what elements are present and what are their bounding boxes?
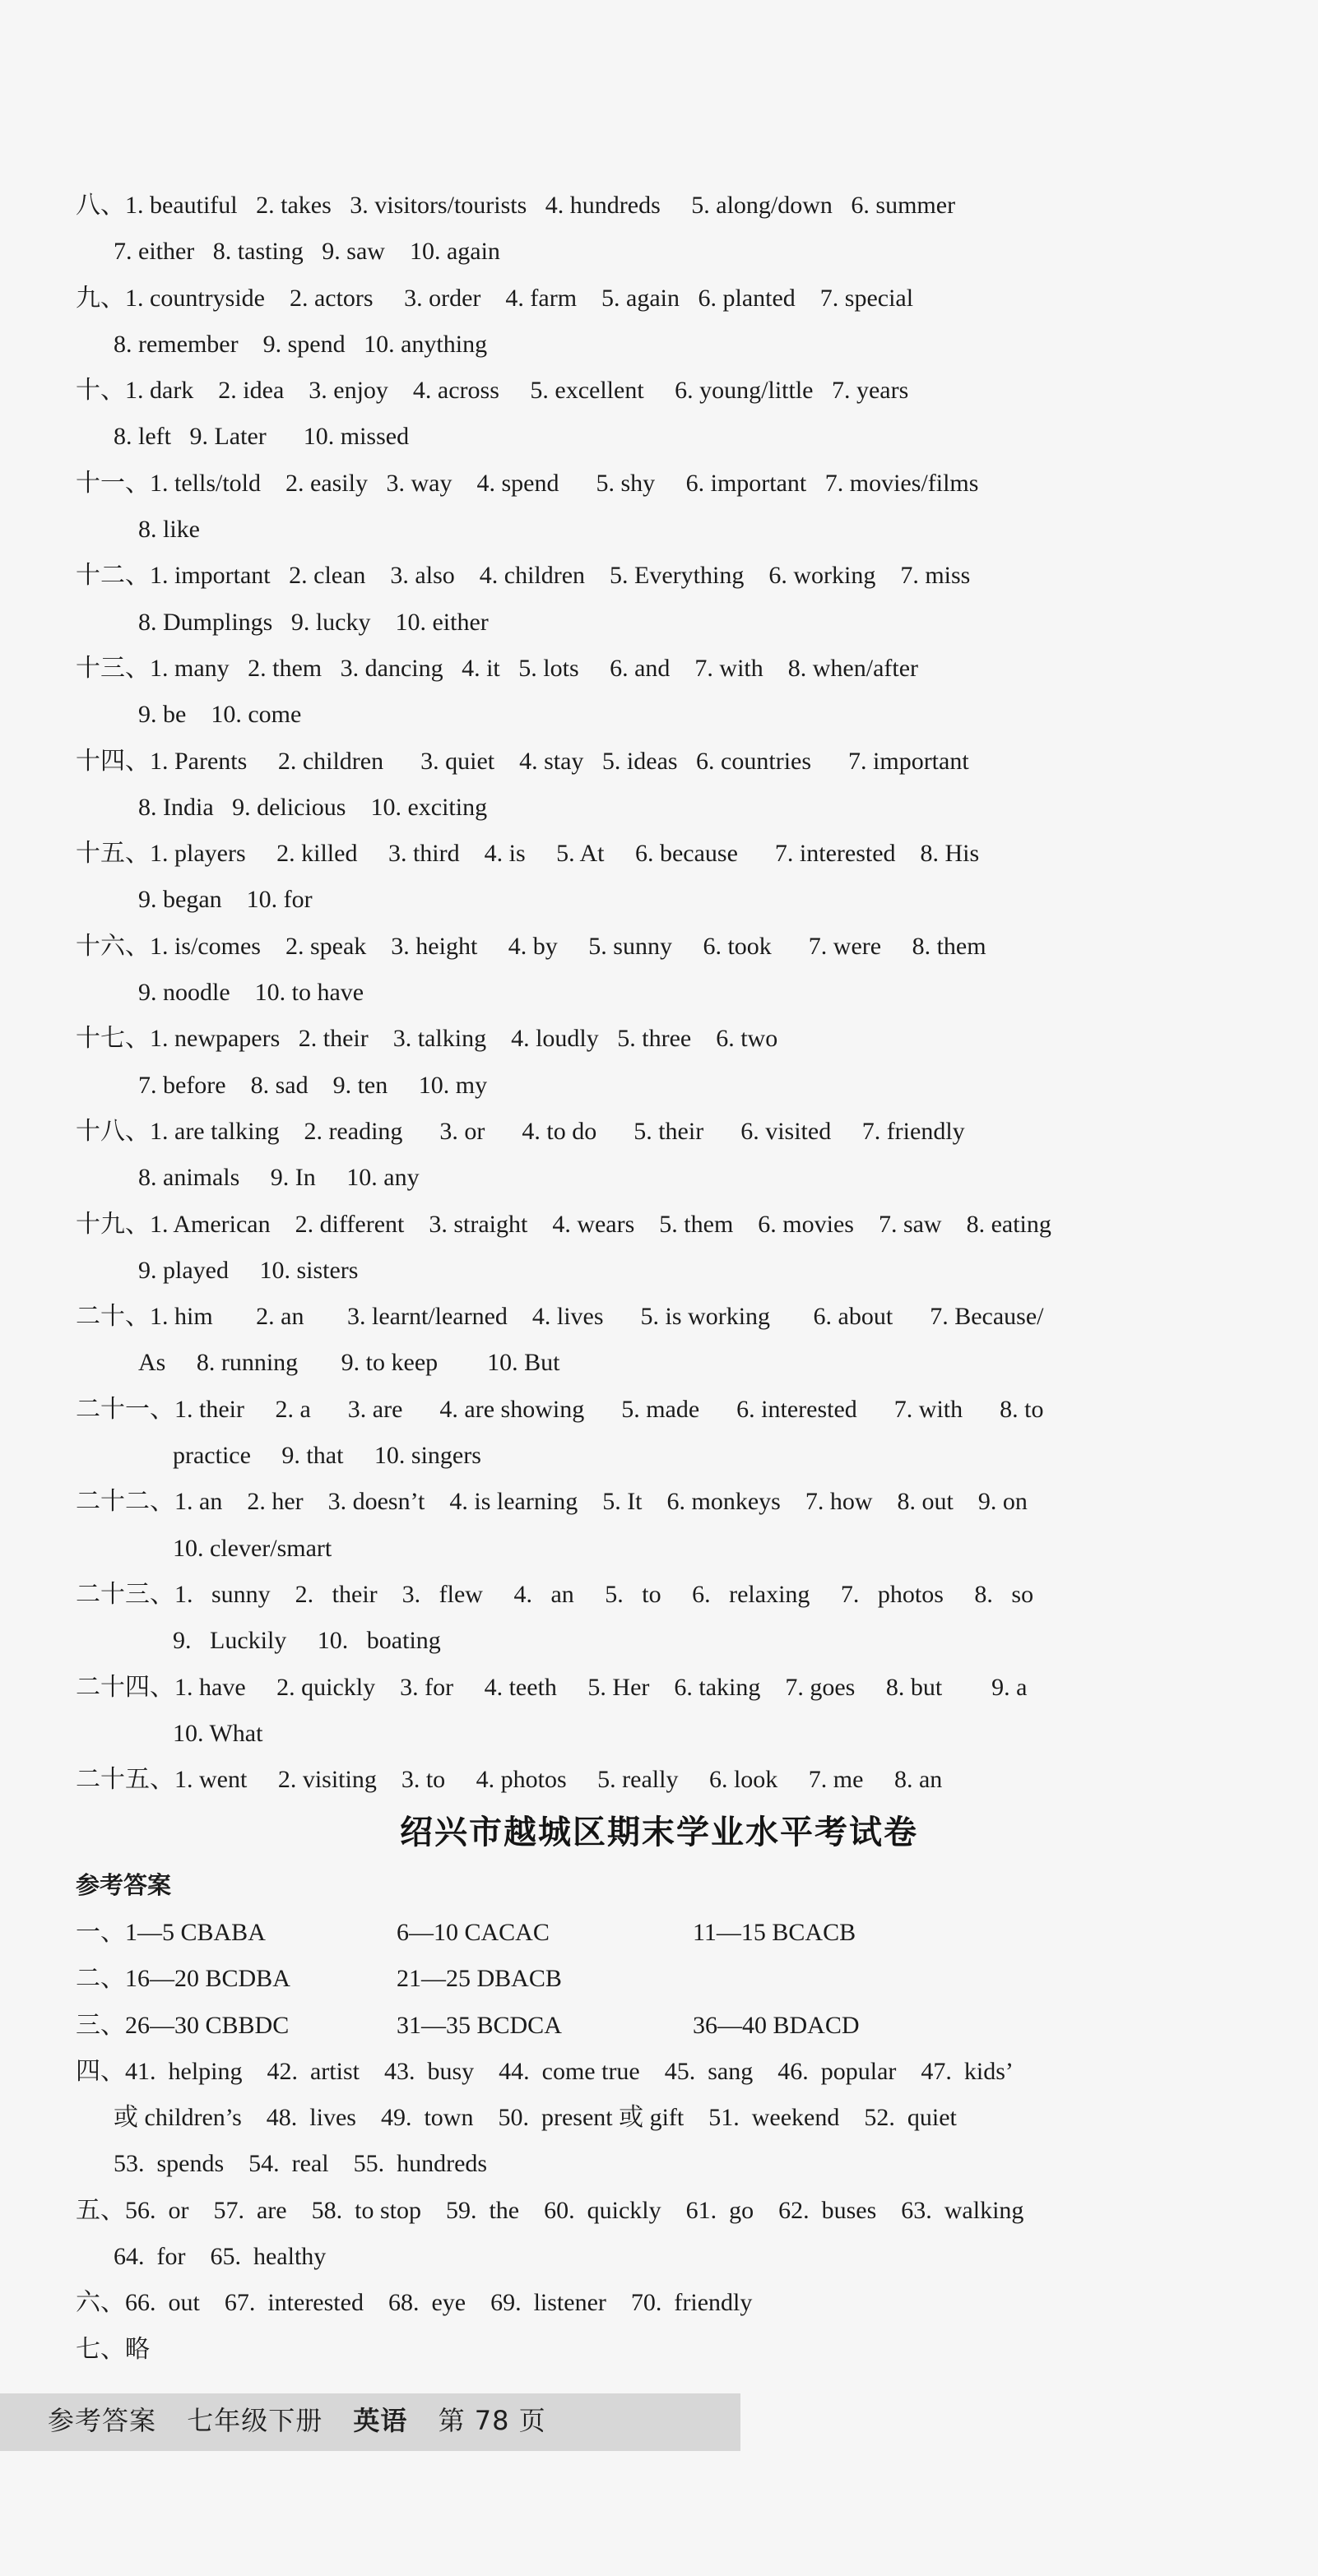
answer-line <box>76 646 1269 692</box>
footer-grade: 七年级下册 <box>187 2405 323 2436</box>
question-number: 二十一、 <box>76 1395 174 1423</box>
question-number: 十四、 <box>76 747 150 775</box>
answer-line <box>76 2003 1269 2049</box>
answer-line <box>76 970 1269 1016</box>
answer-line <box>76 924 1269 970</box>
answer-line <box>76 2234 1269 2280</box>
answer-line <box>76 1340 1269 1386</box>
question-number: 二十三、 <box>76 1580 174 1608</box>
answer-text: 1. many 2. them 3. dancing 4. it 5. lots 6. and 7. with 8. when/after <box>150 654 919 682</box>
answer-text: 1. is/comes 2. speak 3. height 4. by 5. sunny 6. took 7. were 8. them <box>150 932 986 960</box>
choice-group: 6—10 CACAC <box>397 1919 550 1946</box>
question-number: 十三、 <box>76 654 150 682</box>
answer-text: 10. clever/smart <box>173 1534 332 1562</box>
answer-text: 1. him 2. an 3. learnt/learned 4. lives 5. is working 6. about 7. Because/ <box>150 1303 1044 1331</box>
answers-block-b <box>76 1910 1269 2373</box>
answer-text: 1. are talking 2. reading 3. or 4. to do 5. their 6. visited 7. friendly <box>150 1117 965 1145</box>
question-number: 一、 <box>76 1919 125 1946</box>
answer-text: practice 9. that 10. singers <box>173 1442 481 1470</box>
answer-text: 1. American 2. different 3. straight 4. wears 5. them 6. movies 7. saw 8. eating <box>150 1210 1051 1238</box>
answer-text: 1. have 2. quickly 3. for 4. teeth 5. Her 6. taking 7. goes 8. but 9. a <box>174 1673 1028 1701</box>
question-number: 二、 <box>76 1965 125 1993</box>
answer-line <box>76 2327 1269 2373</box>
answer-line <box>76 1248 1269 1294</box>
answer-line <box>76 1479 1269 1525</box>
choice-group: 1—5 CBABA <box>125 1919 266 1946</box>
question-number: 十九、 <box>76 1210 150 1238</box>
answer-text: 1. newpapers 2. their 3. talking 4. loudly 5. three 6. two <box>150 1025 778 1053</box>
answer-text: 1. their 2. a 3. are 4. are showing 5. made 6. interested 7. with 8. to <box>174 1395 1044 1423</box>
question-number: 十、 <box>76 377 125 405</box>
answer-line <box>76 1910 1269 1956</box>
answer-text: 1. an 2. her 3. doesn’t 4. is learning 5. It 6. monkeys 7. how 8. out 9. on <box>174 1488 1028 1516</box>
answer-text: 8. animals 9. In 10. any <box>138 1164 420 1192</box>
question-number: 二十二、 <box>76 1488 174 1516</box>
answer-line <box>76 1433 1269 1479</box>
answer-text: 1. players 2. killed 3. third 4. is 5. At 6. because 7. interested 8. His <box>150 840 980 868</box>
question-number: 九、 <box>76 284 125 312</box>
answer-line <box>76 1016 1269 1062</box>
answer-text: 9. be 10. come <box>138 701 302 729</box>
answer-line <box>76 1202 1269 1248</box>
answer-text: 9. began 10. for <box>138 886 313 914</box>
question-number: 二十五、 <box>76 1766 174 1794</box>
question-number: 十二、 <box>76 562 150 590</box>
answer-line <box>76 600 1269 646</box>
answer-line <box>76 739 1269 785</box>
choice-group: 21—25 DBACB <box>397 1965 562 1993</box>
answer-line <box>76 1757 1269 1803</box>
answer-line <box>76 1387 1269 1433</box>
question-number: 三、 <box>76 2011 125 2039</box>
answer-line <box>76 368 1269 414</box>
question-number: 五、 <box>76 2196 125 2224</box>
choice-group: 16—20 BCDBA <box>125 1965 290 1993</box>
answer-text: 9. Luckily 10. boating <box>173 1627 441 1655</box>
answer-line <box>76 183 1269 229</box>
answer-line <box>76 1665 1269 1711</box>
answer-text: 53. spends 54. real 55. hundreds <box>114 2150 488 2178</box>
answer-text: 10. What <box>173 1719 263 1747</box>
answer-text: 8. Dumplings 9. lucky 10. either <box>138 608 489 636</box>
answer-text: 9. played 10. sisters <box>138 1256 359 1284</box>
question-number: 二十四、 <box>76 1673 174 1701</box>
answers-block-a <box>76 183 1269 1803</box>
question-number: 二十、 <box>76 1303 150 1331</box>
choice-group: 31—35 BCDCA <box>397 2011 562 2039</box>
answer-line <box>76 507 1269 553</box>
answer-line <box>76 2280 1269 2326</box>
answer-line <box>76 276 1269 322</box>
answer-text: 56. or 57. are 58. to stop 59. the 60. quickly 61. go 62. buses 63. walking <box>125 2196 1024 2224</box>
answer-text: 7. before 8. sad 9. ten 10. my <box>138 1071 488 1099</box>
answer-line <box>76 322 1269 368</box>
answer-text: 略 <box>125 2335 150 2363</box>
question-number: 十七、 <box>76 1025 150 1053</box>
answer-line <box>76 692 1269 738</box>
answer-text: 1. important 2. clean 3. also 4. children 5. Everything 6. working 7. miss <box>150 562 971 590</box>
answer-line <box>76 1618 1269 1664</box>
answer-line <box>76 229 1269 275</box>
footer-page: 第 78 页 <box>438 2405 546 2436</box>
answer-text: 8. remember 9. spend 10. anything <box>114 330 488 358</box>
answer-line <box>76 877 1269 923</box>
answer-line <box>76 2049 1269 2095</box>
question-number: 六、 <box>76 2289 125 2317</box>
answer-line <box>76 831 1269 877</box>
question-number: 十八、 <box>76 1117 150 1145</box>
answer-text: 8. like <box>138 516 200 544</box>
answer-line <box>76 2095 1269 2141</box>
answer-line <box>76 461 1269 507</box>
answer-line <box>76 785 1269 831</box>
answer-line <box>76 1526 1269 1572</box>
answer-text: 1. countryside 2. actors 3. order 4. farm 5. again 6. planted 7. special <box>125 284 914 312</box>
footer-subject: 英语 <box>353 2405 408 2436</box>
answer-line <box>76 1109 1269 1155</box>
answer-text: 41. helping 42. artist 43. busy 44. come true 45. sang 46. popular 47. kids’ <box>125 2057 1014 2085</box>
answer-line <box>76 1155 1269 1201</box>
answer-text: 7. either 8. tasting 9. saw 10. again <box>114 238 500 266</box>
answer-line <box>76 2141 1269 2187</box>
answer-text: 1. Parents 2. children 3. quiet 4. stay 5. ideas 6. countries 7. important <box>150 747 969 775</box>
question-number: 八、 <box>76 192 125 219</box>
choice-group: 26—30 CBBDC <box>125 2011 290 2039</box>
choice-group: 36—40 BDACD <box>693 2011 860 2039</box>
answer-line <box>76 2188 1269 2234</box>
answer-text: 1. went 2. visiting 3. to 4. photos 5. really 6. look 7. me 8. an <box>174 1766 943 1794</box>
answer-text: 1. beautiful 2. takes 3. visitors/tourists 4. hundreds 5. along/down 6. summer <box>125 192 956 219</box>
answer-line <box>76 1063 1269 1109</box>
answer-text: 1. tells/told 2. easily 3. way 4. spend 5. shy 6. important 7. movies/films <box>150 469 979 497</box>
answer-line <box>76 1956 1269 2002</box>
question-number: 四、 <box>76 2057 125 2085</box>
answer-text: 8. left 9. Later 10. missed <box>114 423 410 451</box>
exam-title: 绍兴市越城区期末学业水平考试卷 <box>400 1814 918 1851</box>
answer-text: 66. out 67. interested 68. eye 69. listener 70. friendly <box>125 2289 753 2317</box>
answer-text: As 8. running 9. to keep 10. But <box>138 1349 560 1377</box>
answer-text: 8. India 9. delicious 10. exciting <box>138 793 488 821</box>
answer-text: 1. dark 2. idea 3. enjoy 4. across 5. excellent 6. young/little 7. years <box>125 377 909 405</box>
section-label: 参考答案 <box>76 1871 172 1899</box>
footer-label: 参考答案 <box>48 2405 157 2436</box>
answer-text: 64. for 65. healthy <box>114 2243 327 2271</box>
answer-line <box>76 1294 1269 1340</box>
question-number: 十一、 <box>76 469 150 497</box>
answer-line <box>76 553 1269 599</box>
answer-text: 或 children’s 48. lives 49. town 50. present 或 gift 51. weekend 52. quiet <box>114 2104 957 2132</box>
footer-text <box>48 2400 568 2438</box>
answer-line <box>76 414 1269 460</box>
answer-line <box>76 1572 1269 1618</box>
question-number: 十六、 <box>76 932 150 960</box>
question-number: 七、 <box>76 2335 125 2363</box>
answer-text: 9. noodle 10. to have <box>138 979 364 1007</box>
answer-line <box>76 1711 1269 1757</box>
question-number: 十五、 <box>76 840 150 868</box>
answer-text: 1. sunny 2. their 3. flew 4. an 5. to 6. relaxing 7. photos 8. so <box>174 1580 1034 1608</box>
choice-group: 11—15 BCACB <box>693 1919 856 1946</box>
